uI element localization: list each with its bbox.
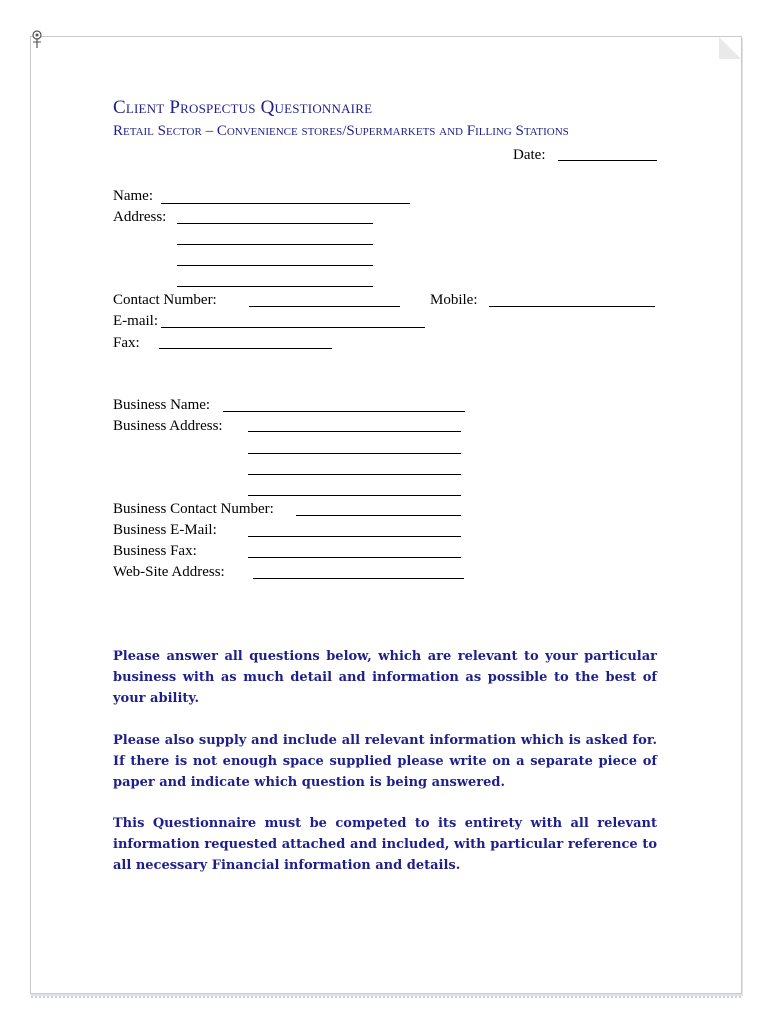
page-curl	[719, 37, 741, 59]
address-line-2[interactable]	[177, 244, 373, 245]
address-line-1[interactable]	[177, 223, 373, 224]
mobile-label: Mobile:	[430, 292, 478, 308]
business-address-line-2[interactable]	[248, 453, 461, 454]
business-contact-number-field[interactable]	[296, 515, 461, 516]
contact-number-label: Contact Number:	[113, 292, 217, 308]
address-line-3[interactable]	[177, 265, 373, 266]
business-address-line-4[interactable]	[248, 495, 461, 496]
date-label: Date:	[513, 147, 546, 163]
mobile-field[interactable]	[489, 306, 655, 307]
instruction-paragraph-3: This Questionnaire must be competed to its entirety with all relevant information requested attached and included, with particular reference to all necessary Financial information and details.	[113, 816, 657, 873]
business-fax-label: Business Fax:	[113, 543, 197, 559]
pushpin-icon	[30, 30, 44, 50]
website-address-label: Web-Site Address:	[113, 564, 225, 580]
business-fax-field[interactable]	[248, 557, 461, 558]
website-address-field[interactable]	[253, 578, 464, 579]
address-line-4[interactable]	[177, 286, 373, 287]
business-contact-number-label: Business Contact Number:	[113, 501, 274, 517]
business-address-line-1[interactable]	[248, 431, 461, 432]
address-label: Address:	[113, 209, 167, 225]
date-field[interactable]	[558, 160, 657, 161]
fax-field[interactable]	[159, 348, 332, 349]
document-subtitle: Retail Sector – Convenience stores/Supermarkets and Filling Stations	[113, 123, 569, 139]
email-field[interactable]	[161, 327, 425, 328]
email-label: E-mail:	[113, 313, 158, 329]
contact-number-field[interactable]	[249, 306, 400, 307]
name-label: Name:	[113, 188, 153, 204]
business-email-field[interactable]	[248, 536, 461, 537]
name-field[interactable]	[161, 203, 410, 204]
business-address-label: Business Address:	[113, 418, 223, 434]
business-name-label: Business Name:	[113, 397, 211, 413]
instruction-paragraph-2: Please also supply and include all relevant information which is asked for. If there is not enough space supplied please write on a separate piece of paper and indicate which question is being answered.	[113, 733, 657, 790]
business-name-field[interactable]	[223, 411, 465, 412]
instruction-paragraph-1: Please answer all questions below, which are relevant to your particular business with as much detail and information as possible to the best of your ability.	[113, 649, 657, 706]
business-email-label: Business E-Mail:	[113, 522, 217, 538]
business-address-line-3[interactable]	[248, 474, 461, 475]
document-title: Client Prospectus Questionnaire	[113, 97, 373, 118]
fax-label: Fax:	[113, 335, 140, 351]
